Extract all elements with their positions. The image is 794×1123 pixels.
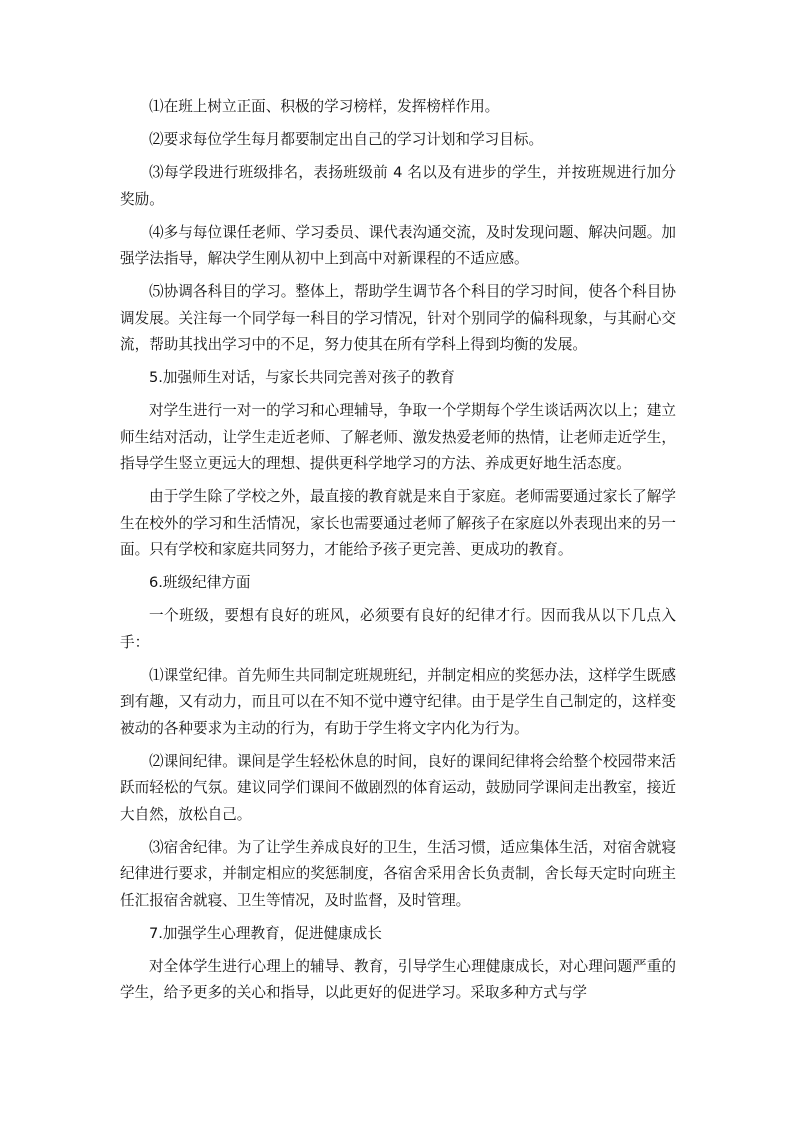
paragraph-3: ⑶每学段进行班级排名，表扬班级前 4 名以及有进步的学生，并按班规进行加分奖励。 xyxy=(120,164,676,208)
paragraph-6: 对学生进行一对一的学习和心理辅导，争取一个学期每个学生谈话两次以上；建立师生结对活动，让学生走近老师、了解老师、激发热爱老师的热情，让老师走近学生，指导学生竖立更远大的理想、提供更科学地学习的方法、养成更好地生活态度。 xyxy=(120,402,676,472)
paragraph-1: ⑴在班上树立正面、积极的学习榜样，发挥榜样作用。 xyxy=(149,98,500,115)
section-heading-7: 7.加强学生心理教育，促进健康成长 xyxy=(149,924,382,942)
section-heading-6: 6.班级纪律方面 xyxy=(149,574,251,591)
section-heading-5: 5.加强师生对话，与家长共同完善对孩子的教育 xyxy=(149,369,455,386)
paragraph-7: 由于学生除了学校之外，最直接的教育就是来自于家庭。老师需要通过家长了解学生在校外的学习和生活情况，家长也需要通过老师了解孩子在家庭以外表现出来的另一面。只有学校和家庭共同努力，才能给予孩子更完善、更成功的教育。 xyxy=(120,488,676,558)
paragraph-9: ⑴课堂纪律。首先师生共同制定班规班纪，并制定相应的奖惩办法，这样学生既感到有趣，又有动力，而且可以在不知不觉中遵守纪律。由于是学生自己制定的，这样变被动的各种要求为主动的行为，有助于学生将文字内化为行为。 xyxy=(120,666,676,737)
paragraph-12: 对全体学生进行心理上的辅导、教育，引导学生心理健康成长，对心理问题严重的学生，给予更多的关心和指导，以此更好的促进学习。采取多种方式与学 xyxy=(120,957,676,1001)
paragraph-11: ⑶宿舍纪律。为了让学生养成良好的卫生，生活习惯，适应集体生活，对宿舍就寝纪律进行要求，并制定相应的奖惩制度，各宿舍采用舍长负责制，舍长每天定时向班主任汇报宿舍就寝、卫生等情况，及时监督，及时管理。 xyxy=(120,838,676,909)
paragraph-10: ⑵课间纪律。课间是学生轻松休息的时间，良好的课间纪律将会给整个校园带来活跃而轻松的气氛。建议同学们课间不做剧烈的体育运动，鼓励同学课间走出教室，接近大自然，放松自己。 xyxy=(120,752,676,823)
document-body xyxy=(120,94,676,1007)
paragraph-8: 一个班级，要想有良好的班风，必须要有良好的纪律才行。因而我从以下几点入手： xyxy=(120,607,676,651)
paragraph-2: ⑵要求每位学生每月都要制定出自己的学习计划和学习目标。 xyxy=(149,131,544,148)
paragraph-4: ⑷多与每位课任老师、学习委员、课代表沟通交流，及时发现问题、解决问题。加强学法指导，解决学生刚从初中上到高中对新课程的不适应感。 xyxy=(120,223,676,267)
paragraph-5: ⑸协调各科目的学习。整体上，帮助学生调节各个科目的学习时间，使各个科目协调发展。关注每一个同学每一科目的学习情况，针对个别同学的偏科现象，与其耐心交流，帮助其找出学习中的不足，努力使其在所有学科上得到均衡的发展。 xyxy=(120,283,676,353)
